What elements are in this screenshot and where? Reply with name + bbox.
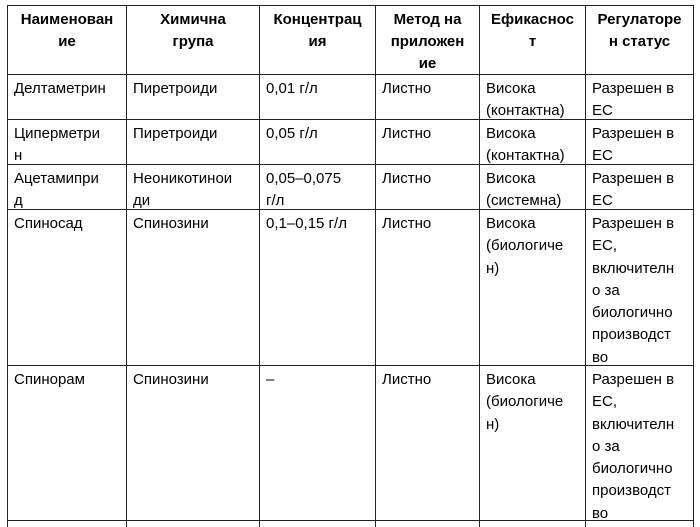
cell-regulatory-status: Разрешен в ЕС [585, 74, 694, 119]
table-border-stub [479, 515, 480, 527]
table-border-stub [375, 515, 376, 527]
cell-application-method: Листно [375, 74, 479, 119]
cell-concentration: 0,1–0,15 г/л [259, 209, 375, 365]
cell-efficacy: Висока (контактна) [479, 119, 585, 164]
cell-application-method: Листно [375, 119, 479, 164]
cell-chemical-group: Пиретроиди [126, 74, 259, 119]
cell-application-method: Листно [375, 164, 479, 209]
cell-concentration: 0,05–0,075 г/л [259, 164, 375, 209]
table-border-stub [7, 515, 8, 527]
cell-name: Ацетамипри д [7, 164, 126, 209]
cell-regulatory-status: Разрешен в ЕС [585, 119, 694, 164]
cell-concentration: – [259, 365, 375, 521]
cell-regulatory-status: Разрешен в ЕС, включителн о за биологично производст во [585, 209, 694, 365]
cell-efficacy: Висока (контактна) [479, 74, 585, 119]
table-border-stub [693, 515, 694, 527]
header-cell-concentration: Концентрац ия [259, 5, 375, 75]
cell-regulatory-status: Разрешен в ЕС, включителн о за биологично производст во [585, 365, 694, 521]
table-border-stub [126, 515, 127, 527]
table-border-stub [585, 515, 586, 527]
cell-efficacy: Висока (системна) [479, 164, 585, 209]
cell-chemical-group: Пиретроиди [126, 119, 259, 164]
header-cell-efficacy: Ефикаснос т [479, 5, 585, 75]
cell-chemical-group: Неоникотинои ди [126, 164, 259, 209]
cell-application-method: Листно [375, 209, 479, 365]
header-cell-name: Наименован ие [7, 5, 126, 75]
cell-name: Делтаметрин [7, 74, 126, 119]
header-cell-chemical-group: Химична група [126, 5, 259, 75]
header-cell-regulatory-status: Регулаторе н статус [585, 5, 694, 75]
cell-name: Циперметри н [7, 119, 126, 164]
header-cell-application-method: Метод на приложен ие [375, 5, 479, 75]
cell-chemical-group: Спинозини [126, 209, 259, 365]
cell-concentration: 0,05 г/л [259, 119, 375, 164]
cell-chemical-group: Спинозини [126, 365, 259, 521]
cell-name: Спинорам [7, 365, 126, 521]
cell-efficacy: Висока (биологиче н) [479, 365, 585, 521]
table-border-stub [259, 515, 260, 527]
cell-application-method: Листно [375, 365, 479, 521]
cell-concentration: 0,01 г/л [259, 74, 375, 119]
cell-efficacy: Висока (биологиче н) [479, 209, 585, 365]
cell-name: Спиносад [7, 209, 126, 365]
cell-regulatory-status: Разрешен в ЕС [585, 164, 694, 209]
